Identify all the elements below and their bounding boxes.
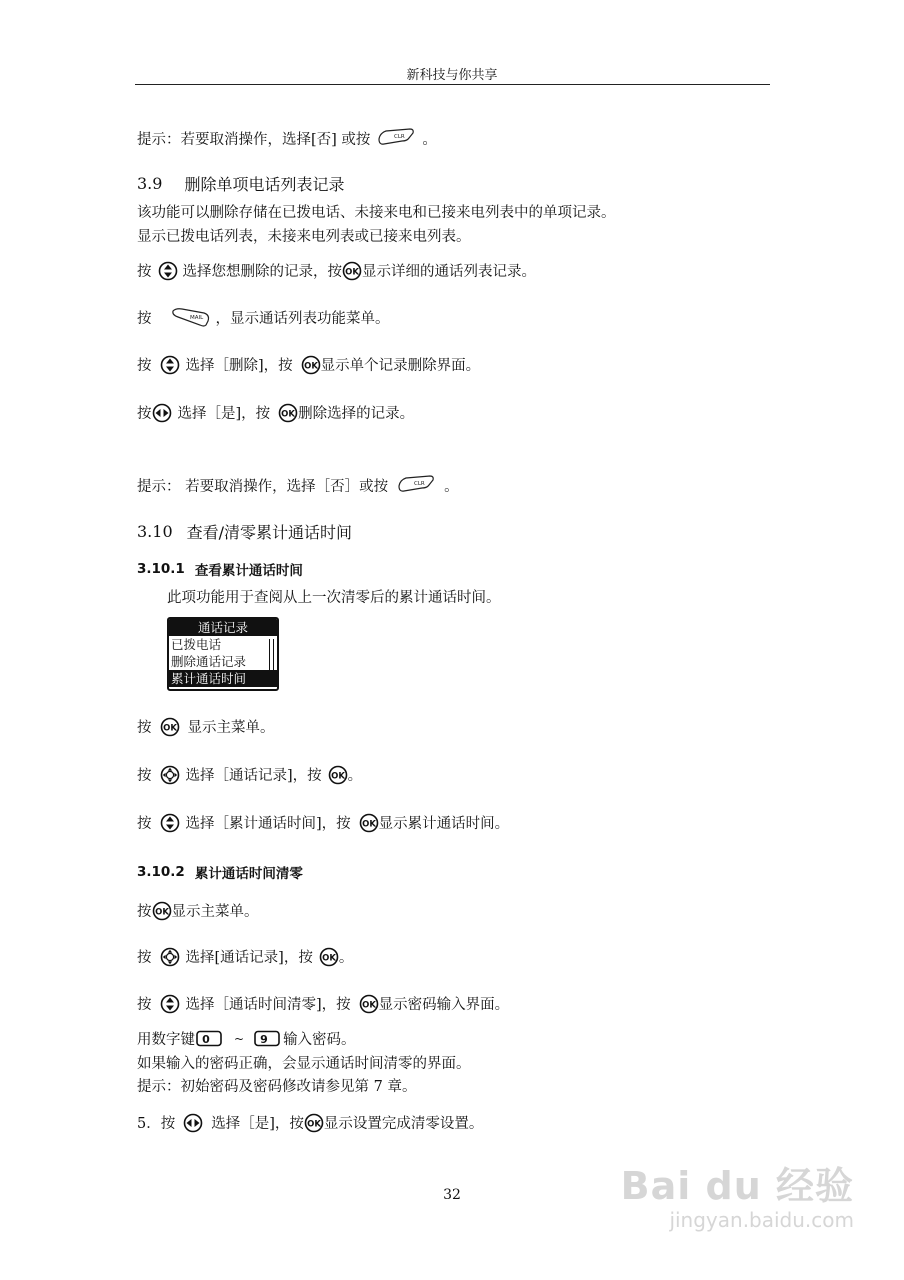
screen-title: 通话记录 [169,619,277,636]
step-select-call-log: 按 选择[通话记录]，按 。 [137,946,353,967]
paragraph: 显示已拨电话列表，未接来电列表或已接来电列表。 [137,229,471,245]
step-enter-password: 用数字键 0 ~ 9 输入密码。 [137,1031,356,1048]
svg-text:MAIL: MAIL [189,315,203,321]
step-confirm-clear: 5．按 选择［是]，按 显示设置完成清零设置。 [137,1112,483,1133]
ok-key-icon [359,994,379,1014]
menu-item: 删除通话记录 [171,654,247,669]
up-down-key-icon [160,813,180,833]
scrollbar-thumb [270,673,273,685]
ok-key-icon [342,261,362,281]
phone-screen-illustration [167,617,279,691]
scrollbar [269,639,274,685]
up-down-key-icon [160,355,180,375]
step-main-menu: 按 显示主菜单。 [137,900,259,921]
up-down-key-icon [158,261,178,281]
header-rule [135,84,770,85]
page-number: 32 [443,1187,461,1203]
ok-key-icon [152,901,172,921]
tip-cancel-1: 提示：若要取消操作，选择[否] 或按 CLR 。 [137,127,437,149]
step-confirm-delete: 按 选择［是]，按 删除选择的记录。 [137,402,414,423]
section-3-10-1-heading: 3.10.1 查看累计通话时间 [137,561,303,579]
step-main-menu: 按 显示主菜单。 [137,716,275,737]
step-select-record: 按 选择您想删除的记录，按 显示详细的通话列表记录。 [137,260,536,281]
section-3-9-heading: 3.9 删除单项电话列表记录 [137,174,345,194]
step-select-clear-time: 按 选择［通话时间清零]，按 显示密码输入界面。 [137,993,509,1014]
tip-password: 提示：初始密码及密码修改请参见第 7 章。 [137,1079,417,1095]
paragraph: 如果输入的密码正确，会显示通话时间清零的界面。 [137,1056,471,1072]
four-way-nav-key-icon [160,765,180,785]
paragraph: 该功能可以删除存储在已拨电话、未接来电和已接来电列表中的单项记录。 [137,205,616,221]
watermark [621,1155,854,1232]
clr-key-icon [396,474,436,496]
left-right-key-icon [183,1113,203,1133]
mail-key-icon [170,305,212,329]
ok-key-icon [278,403,298,423]
section-3-10-heading: 3.10 查看/清零累计通话时间 [137,522,353,542]
ok-key-icon [301,355,321,375]
ok-key-icon [304,1113,324,1133]
watermark-brand: Bai du 经验 [620,1164,854,1208]
menu-item: 已拨电话 [171,637,222,652]
ok-key-icon [160,717,180,737]
paragraph: 此项功能用于查阅从上一次清零后的累计通话时间。 [167,590,501,606]
clr-key-icon [376,127,416,149]
number-key-0-icon [196,1030,224,1047]
left-right-key-icon [152,403,172,423]
ok-key-icon [319,947,339,967]
svg-text:0: 0 [202,1033,210,1046]
tip-cancel-2: 提示： 若要取消操作，选择［否］或按 CLR 。 [137,474,459,496]
four-way-nav-key-icon [160,947,180,967]
svg-text:9: 9 [260,1033,268,1046]
section-3-10-2-heading: 3.10.2 累计通话时间清零 [137,864,303,882]
ok-key-icon [328,765,348,785]
ok-key-icon [359,813,379,833]
step-open-menu: 按 MAIL ，显示通话列表功能菜单。 [137,305,390,329]
step-select-call-log: 按 选择［通话记录]，按 。 [137,764,362,785]
step-select-total-time: 按 选择［累计通话时间]，按 显示累计通话时间。 [137,812,509,833]
menu-item-selected: 累计通话时间 [169,670,277,687]
up-down-key-icon [160,994,180,1014]
running-header: 新科技与你共享 [406,68,498,83]
step-select-delete: 按 选择［删除]，按 显示单个记录删除界面。 [137,354,480,375]
watermark-url: jingyan.baidu.com [669,1208,854,1232]
svg-text:CLR: CLR [394,134,406,140]
number-key-9-icon [254,1030,282,1047]
svg-text:CLR: CLR [414,481,425,487]
